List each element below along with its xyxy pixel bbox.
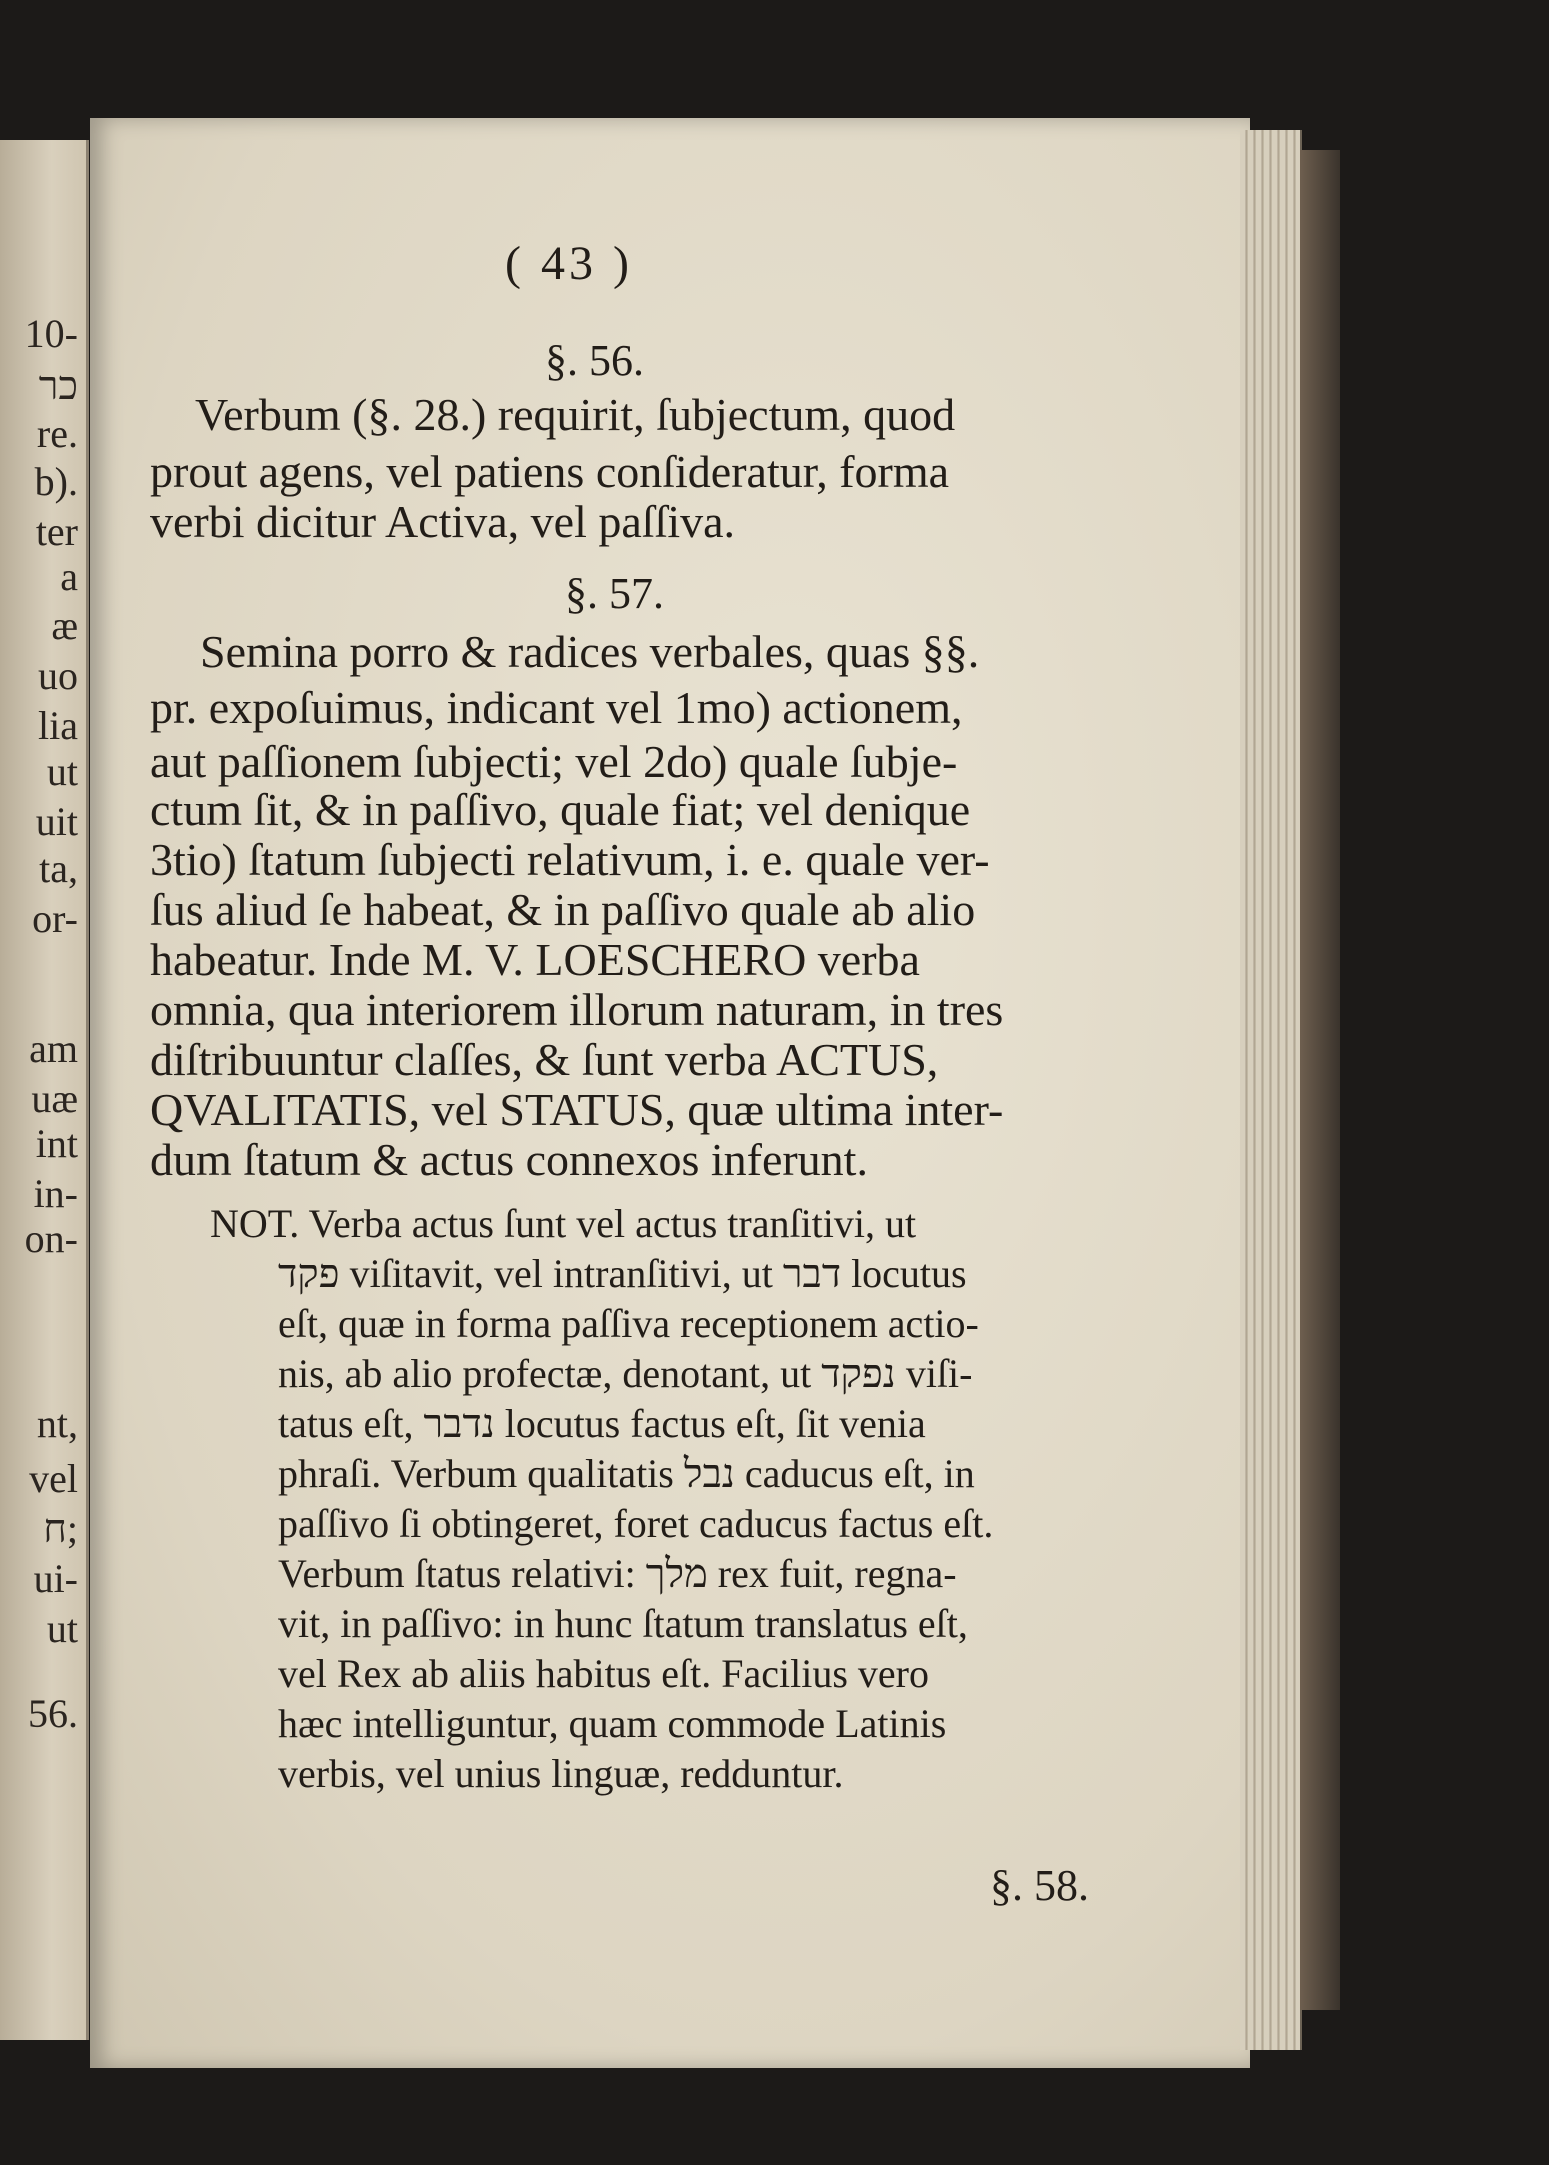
- note-line: phraſi. Verbum qualitatis נבל caducus eſt, in: [278, 1451, 975, 1496]
- para-56-line-3: verbi dicitur Activa, vel paſſiva.: [150, 496, 736, 547]
- para-57-line: habeatur. Inde M. V. LOESCHERO verba: [150, 934, 920, 985]
- left-page-fragment: ut: [46, 1606, 78, 1651]
- left-page-fragment: ח;: [43, 1506, 78, 1551]
- left-page-fragment: 10-: [24, 311, 78, 356]
- note-line: tatus eſt, נדבר locutus factus eſt, ſit venia: [278, 1401, 926, 1446]
- book-cover-edge: [1300, 150, 1340, 2010]
- left-page-fragment: æ: [51, 603, 78, 648]
- left-page-fragment: uit: [35, 799, 78, 844]
- para-57-line: QVALITATIS, vel STATUS, quæ ultima inter-: [150, 1084, 1004, 1135]
- left-page-fragment: כר: [38, 363, 78, 408]
- para-57-line: pr. expoſuimus, indicant vel 1mo) actionem,: [150, 682, 963, 733]
- left-page-fragment: in-: [33, 1171, 78, 1216]
- note-line: nis, ab alio profectæ, denotant, ut נפקד viſi-: [278, 1351, 973, 1396]
- page-edges: [1240, 130, 1302, 2050]
- para-57-line: omnia, qua interiorem illorum naturam, in tres: [150, 984, 1004, 1035]
- note-line: Verbum ſtatus relativi: מלך rex fuit, regna-: [278, 1551, 957, 1596]
- para-57-line: Semina porro & radices verbales, quas §§.: [200, 626, 980, 677]
- left-page-fragment: a: [60, 554, 78, 599]
- left-page-fragment: on-: [24, 1216, 78, 1261]
- note-line: verbis, vel unius linguæ, redduntur.: [278, 1751, 844, 1796]
- left-page-fragment: re.: [36, 411, 78, 456]
- note-line: hæc intelliguntur, quam commode Latinis: [278, 1701, 947, 1746]
- para-57-line: aut paſſionem ſubjecti; vel 2do) quale ſubje-: [150, 736, 958, 787]
- para-57-line: ctum ſit, & in paſſivo, quale fiat; vel denique: [150, 784, 971, 835]
- left-page-fragment: uæ: [31, 1076, 78, 1121]
- note-line: vel Rex ab aliis habitus eſt. Facilius vero: [278, 1651, 929, 1696]
- left-page-fragment: ter: [35, 509, 78, 554]
- left-page-fragment: nt,: [36, 1401, 78, 1446]
- left-page-fragment: b).: [34, 459, 78, 504]
- left-page-fragment: or-: [32, 896, 78, 941]
- left-page-fragment: 56.: [28, 1691, 78, 1736]
- page-number: ( 43 ): [505, 237, 633, 290]
- para-57-line: dum ſtatum & actus connexos inferunt.: [150, 1134, 868, 1185]
- left-page-fragment: lia: [38, 703, 78, 748]
- note-line: eſt, quæ in forma paſſiva receptionem actio-: [278, 1301, 979, 1346]
- para-57-line: 3tio) ſtatum ſubjecti relativum, i. e. quale ver-: [150, 834, 990, 885]
- para-56-line-1: Verbum (§. 28.) requirit, ſubjectum, quod: [195, 389, 956, 440]
- section-heading-57: §. 57.: [565, 569, 664, 618]
- note-line: vit, in paſſivo: in hunc ſtatum translatus eſt,: [278, 1601, 968, 1646]
- catchword: §. 58.: [990, 1861, 1089, 1910]
- para-56-line-2: prout agens, vel patiens conſideratur, forma: [150, 446, 950, 497]
- para-57-line: ſus aliud ſe habeat, & in paſſivo quale ab alio: [150, 884, 976, 935]
- section-heading-56: §. 56.: [545, 336, 644, 385]
- left-page-fragment: uo: [38, 653, 78, 698]
- left-page-fragment: ui-: [33, 1556, 78, 1601]
- note-line: paſſivo ſi obtingeret, foret caducus factus eſt.: [278, 1501, 994, 1546]
- note-line: פקד viſitavit, vel intranſitivi, ut דבר locutus: [278, 1251, 967, 1296]
- left-page-fragment: ut: [46, 749, 78, 794]
- left-page-fragment: am: [29, 1026, 78, 1071]
- left-page-fragment: vel: [29, 1456, 78, 1501]
- left-page-fragment: int: [35, 1121, 78, 1166]
- left-page-fragment: ta,: [39, 846, 78, 891]
- left-page-edge: [0, 140, 89, 2040]
- para-57-line: diſtribuuntur claſſes, & ſunt verba ACTUS,: [150, 1034, 939, 1085]
- note-line: NOT. Verba actus ſunt vel actus tranſitivi, ut: [210, 1201, 917, 1246]
